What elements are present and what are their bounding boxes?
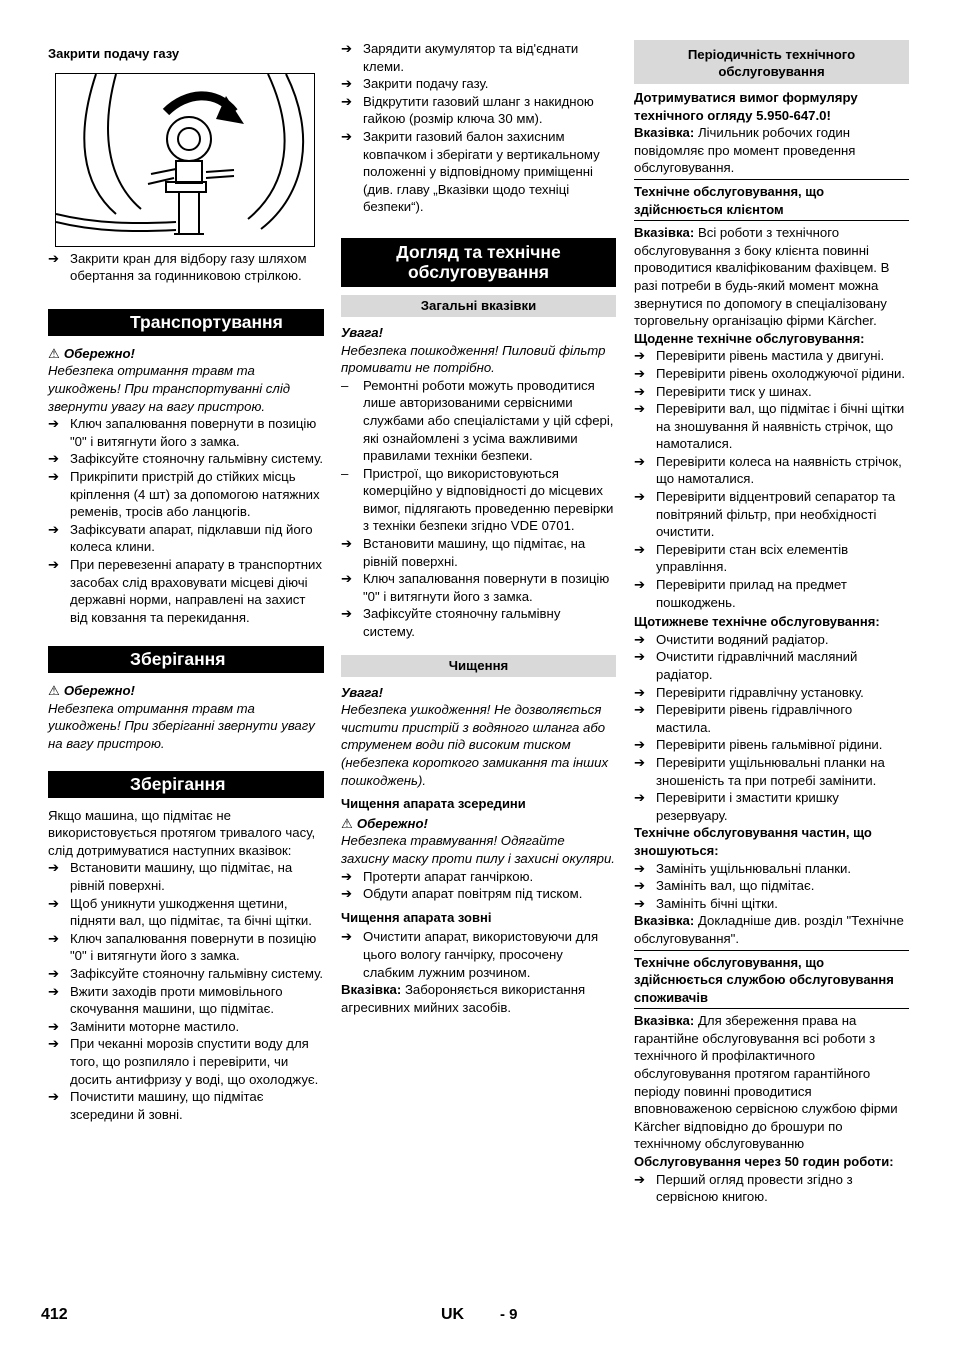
cleaning-attention-label: Увага! (341, 684, 383, 700)
step-item: ➔ Зафіксувати апарат, підклавши під його колеса клини. (48, 521, 313, 555)
close-gas-title: Закрити подачу газу (48, 46, 180, 61)
arrow-right-icon: ➔ (634, 541, 646, 557)
arrow-right-icon: ➔ (634, 684, 646, 700)
step-item: ➔ Ключ запалювання повернути в позицію "0" і витягнути його з замка. (341, 571, 610, 604)
general-instructions-title: Загальні вказівки (341, 295, 616, 317)
step-item: ➔ Перевірити рівень гальмівної рідини. (634, 737, 883, 753)
step-item: ➔ Перевірити вал, що підмітає і бічні щітки на зношування й наявність стрічок, що намоталися. (634, 401, 905, 452)
storage-warning-text: Небезпека отримання травм та ушкоджень! При зберіганні звернути увагу на вагу пристрою. (48, 700, 315, 752)
arrow-right-icon: ➔ (634, 702, 646, 718)
transport-title: Транспортування (48, 309, 324, 336)
warning-triangle-icon: ⚠ (48, 345, 60, 361)
weekly-maintenance-title: Щотижневе технічне обслуговування: (634, 614, 880, 630)
storage-intro: Якщо машина, що підмітає не використовується протягом тривалого часу, слід дотримуватися наступних вказівок: (48, 807, 316, 858)
storage-warning-label: ⚠ Обережно! (48, 683, 135, 699)
warning-triangle-icon: ⚠ (48, 683, 60, 699)
arrow-right-icon: ➔ (48, 966, 60, 981)
step-item: ➔ Ключ запалювання повернути в позицію "0" і витягнути його з замка. (48, 930, 317, 964)
cleaning-outside-steps (341, 928, 616, 981)
step-item: ➔ Перевірити відцентровий сепаратор та повітряний фільтр, при необхідності очистити. (634, 489, 896, 540)
arrow-right-icon: ➔ (48, 983, 60, 999)
step-item: ➔ Замінити моторне мастило. (48, 1018, 240, 1034)
general-attention-text: Небезпека пошкодження! Пиловий фільтр промивати не потрібно. (341, 342, 606, 376)
transport-warning-text: Небезпека отримання травм та ушкоджень! При транспортуванні слід звернути увагу на вагу пристрою. (48, 363, 291, 414)
warning-triangle-icon: ⚠ (341, 815, 353, 831)
arrow-right-icon: ➔ (48, 930, 60, 946)
arrow-right-icon: ➔ (634, 453, 646, 469)
step-item: ➔ Обдути апарат повітрям під тиском. (341, 886, 583, 902)
storage-title-2: Зберігання (48, 771, 324, 798)
arrow-right-icon: ➔ (634, 790, 646, 806)
step-item: ➔ Ключ запалювання повернути в позицію "0" і витягнути його з замка. (48, 416, 317, 449)
page-number: 412 (41, 1306, 68, 1323)
arrow-right-icon: ➔ (48, 1036, 60, 1052)
arrow-right-icon: ➔ (634, 401, 646, 417)
arrow-right-icon: ➔ (634, 737, 646, 753)
arrow-right-icon: ➔ (634, 577, 646, 593)
column-2 (341, 40, 616, 1016)
customer-maintenance-title: Технічне обслуговування, що здійснюється клієнтом (634, 183, 909, 221)
step-item: ➔ Зафіксуйте стояночну гальмівну систему. (341, 606, 561, 640)
arrow-right-icon: ➔ (48, 895, 60, 911)
general-attention-label: Увага! (341, 324, 383, 340)
arrow-right-icon: ➔ (48, 1089, 60, 1105)
step-item: ➔ Перевірити колеса на наявність стрічок, що намоталися. (634, 453, 902, 487)
arrow-right-icon: ➔ (341, 929, 353, 945)
arrow-right-icon: ➔ (341, 571, 353, 587)
transport-warning-label: ⚠ Обережно! (48, 345, 135, 361)
transport-steps (48, 415, 324, 626)
step-item: ➔ Перевірити прилад на предмет пошкоджень. (634, 577, 847, 610)
step-item: ➔ Прикріпити пристрій до стійких місць кріплення (4 шт) за допомогою натяжних ременів, тросів або ланцюгів. (48, 468, 320, 520)
step-item: ➔ Зафіксуйте стояночну гальмівну систему. (48, 451, 324, 467)
arrow-right-icon: ➔ (48, 468, 60, 484)
step-item: ➔ Щоб уникнути ушкодження щетини, підняти вал, що підмітає, та бічні щітки. (48, 895, 312, 929)
step-item: ➔ При чеканні морозів спустити воду для того, що розпиляло і перевірити, чи досить антифризу у воді, що охолоджує. (48, 1036, 319, 1087)
step-item: ➔ Перевірити гідравлічну установку. (634, 684, 864, 700)
step-item: ➔ Перевірити ущільнювальні планки на зношеність та при потребі замінити. (634, 754, 885, 788)
arrow-right-icon: ➔ (634, 878, 646, 894)
arrow-right-icon: ➔ (341, 536, 353, 552)
step-item: ➔ Закрити подачу газу. (341, 76, 489, 92)
arrow-right-icon: ➔ (48, 860, 60, 876)
arrow-right-icon: ➔ (634, 754, 646, 770)
battery-gas-steps (341, 40, 616, 216)
arrow-right-icon: ➔ (341, 606, 353, 622)
arrow-right-icon: ➔ (341, 93, 353, 109)
arrow-right-icon: ➔ (341, 128, 353, 144)
observe-form-text: Дотримуватися вимог формуляру технічного огляду 5.950-647.0! (634, 90, 858, 123)
50-hours-steps (634, 1171, 909, 1206)
arrow-right-icon: ➔ (48, 521, 60, 537)
arrow-right-icon: ➔ (634, 860, 646, 876)
care-maintenance-title: Догляд та технічне обслуговування (341, 238, 616, 287)
cleaning-warning-label: ⚠ Обережно! (341, 815, 428, 831)
arrow-right-icon: ➔ (634, 631, 646, 647)
arrow-right-icon: ➔ (341, 886, 353, 902)
step-item: ➔ Перевірити рівень охолоджуючої рідини. (634, 365, 906, 381)
arrow-right-icon: ➔ (48, 250, 60, 266)
step-item: ➔ Очистити водяний радіатор. (634, 631, 829, 647)
dash-list-item: – Пристрої, що використовуються комерційно у відповідності до місцевих вимог, підлягають проведенню перевірки з техніки безпеки згідно VDE 0701. (341, 465, 614, 534)
customer-note: Вказівка: Всі роботи з технічного обслуговування з боку клієнта повинні проводитися кваліфікованим фахівцем. В разі потреби в будь-який момент можна звернутися по допомогу в спеціалізовану торговельну організацію фірми Kärcher. (634, 225, 890, 329)
arrow-right-icon: ➔ (634, 649, 646, 665)
arrow-right-icon: ➔ (634, 1171, 646, 1187)
cleaning-attention-text: Небезпека ушкодження! Не дозволяється чистити пристрій з водяного шланга або струменем води під високим тиском (небезпека короткого замикання та інших пошкоджень). (341, 702, 609, 788)
sub-page-number: - 9 (500, 1306, 518, 1323)
step-item: ➔ Перший огляд провести згідно з сервісною книгою. (634, 1171, 853, 1205)
storage-title-1: Зберігання (48, 646, 324, 673)
cleaning-note: Вказівка: Забороняється використання агресивних мийних засобів. (341, 982, 586, 1015)
arrow-right-icon: ➔ (634, 383, 646, 399)
cleaning-warning-text: Небезпека травмування! Одягайте захисну маску проти пилу і захисні окуляри. (341, 833, 615, 866)
step-item: ➔ Протерти апарат ганчіркою. (341, 868, 534, 884)
arrow-right-icon: ➔ (341, 41, 353, 56)
step-item: ➔ Очистити апарат, використовуючи для цього вологу ганчірку, просочену слабким лужним розчином. (341, 929, 599, 980)
daily-maintenance-title: Щоденне технічне обслуговування: (634, 330, 865, 346)
daily-steps (634, 347, 909, 611)
service-maintenance-title: Технічне обслуговування, що здійснюється службою обслуговування споживачів (634, 954, 909, 1010)
step-item: ➔ Замініть ущільнювальні планки. (634, 860, 852, 876)
column-3 (634, 40, 909, 1206)
general-dash-list (341, 377, 616, 535)
arrow-right-icon: ➔ (341, 868, 353, 884)
step-item: ➔ При перевезенні апарату в транспортних засобах слід враховувати місцеві діючі державні норми, направлені на захист від ковзання та перекидання. (48, 556, 322, 625)
step-item: ➔ Замініть вал, що підмітає. (634, 878, 815, 894)
service-note: Вказівка: Для збереження права на гарантійне обслуговування всі роботи з технічного й профілактичного обслуговування протягом гарантійного періоду повинні проводитися вповноваженою сервісною службою фірми Kärcher відповідно до брошури по технічному обслуговуванню (634, 1013, 898, 1152)
cleaning-inside-steps (341, 868, 616, 903)
dash-bullet-icon: – (341, 377, 349, 393)
language-code: UK (441, 1306, 465, 1323)
gas-valve-illustration (55, 73, 315, 247)
step-item: ➔ Зарядити акумулятор та від'єднати клеми. (341, 41, 579, 74)
step-item: ➔ Замініть бічні щітки. (634, 895, 778, 911)
cleaning-outside-title: Чищення апарата зовні (341, 909, 492, 925)
50-hours-title: Обслуговування через 50 годин роботи: (634, 1154, 894, 1170)
column-1 (48, 40, 324, 1123)
wear-steps (634, 860, 909, 913)
dash-list-item: – Ремонтні роботи можуть проводитися лише авторизованими сервісними службами або спеціалістами у цій сфері, які ознайомлені з усіма важливими правилами техніки безпеки. (341, 377, 614, 464)
arrow-right-icon: ➔ (48, 451, 60, 467)
step-item: ➔ Встановити машину, що підмітає, на рівній поверхні. (48, 860, 293, 894)
gas-valve-drawing (56, 74, 314, 246)
step-item: ➔ Перевірити стан всіх елементів управління. (634, 541, 849, 575)
step-item: ➔ Встановити машину, що підмітає, на рівній поверхні. (341, 536, 586, 569)
weekly-steps (634, 631, 909, 825)
arrow-right-icon: ➔ (634, 348, 646, 364)
arrow-right-icon: ➔ (48, 1018, 60, 1034)
close-tap-step: ➔ Закрити кран для відбору газу шляхом обертання за годинниковою стрілкою. (48, 250, 307, 284)
step-item: ➔ Перевірити і змастити кришку резервуару. (634, 790, 839, 823)
cleaning-inside-title: Чищення апарата зсередини (341, 796, 526, 812)
general-steps (341, 535, 616, 641)
storage-steps (48, 859, 324, 1123)
wear-parts-title: Технічне обслуговування частин, що зношуються: (634, 825, 872, 858)
step-item: ➔ Почистити машину, що підмітає зсередини й зовні. (48, 1089, 264, 1122)
step-item: ➔ Перевірити тиск у шинах. (634, 383, 812, 399)
arrow-right-icon: ➔ (634, 895, 646, 911)
dash-bullet-icon: – (341, 465, 349, 481)
arrow-right-icon: ➔ (634, 489, 646, 505)
step-item: ➔ Перевірити рівень мастила у двигуні. (634, 348, 885, 364)
arrow-right-icon: ➔ (634, 365, 646, 381)
step-item: ➔ Зафіксуйте стояночну гальмівну систему. (48, 966, 324, 981)
wear-note: Вказівка: Докладніше див. розділ "Технічне обслуговування". (634, 912, 909, 950)
arrow-right-icon: ➔ (341, 76, 353, 92)
cleaning-title: Чищення (341, 655, 616, 677)
step-item: ➔ Очистити гідравлічний масляний радіатор. (634, 649, 858, 682)
maintenance-interval-title: Періодичність технічного обслуговування (634, 40, 909, 84)
step-item: ➔ Відкрутити газовий шланг з накидною гайкою (розмір ключа 30 мм). (341, 93, 594, 127)
arrow-right-icon: ➔ (48, 556, 60, 572)
hour-counter-note: Вказівка: Лічильник робочих годин повідомляє про момент проведення обслуговування. (634, 124, 909, 180)
step-item: ➔ Вжити заходів проти мимовільного скочування машини, що підмітає. (48, 983, 283, 1017)
step-item: ➔ Закрити газовий балон захисним ковпачком і зберігати у вертикальному положенні у відповідному приміщенні (див. главу „Вказівки щодо техніці безпеки“). (341, 128, 600, 215)
step-item: ➔ Перевірити рівень гідравлічного мастила. (634, 702, 853, 735)
arrow-right-icon: ➔ (48, 416, 60, 432)
